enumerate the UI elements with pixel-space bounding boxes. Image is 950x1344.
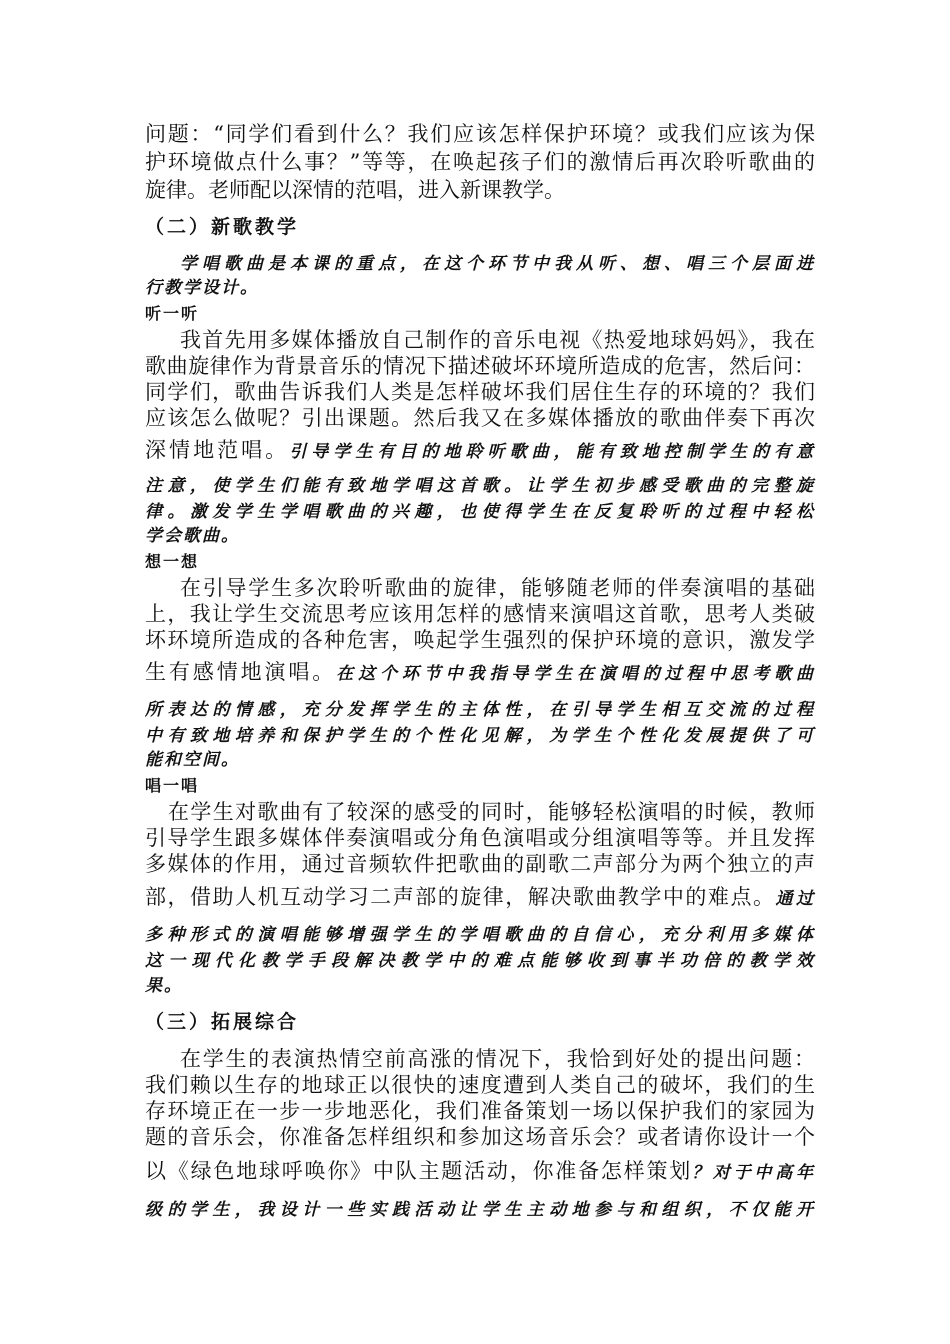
sing-mixed-normal: 部，借助人机互动学习二声部的旋律，解决歌曲教学中的难点。 (145, 885, 776, 909)
listen-emph-line-3: 学会歌曲。 (145, 526, 240, 546)
sing-emph-line-2: 这一现代化教学手段解决教学中的难点能够收到事半功倍的教学效 (145, 951, 815, 971)
section2-intro-line-2: 行教学设计。 (145, 278, 259, 298)
sing-line-3: 多媒体的作用，通过音频软件把歌曲的副歌二声部分为两个独立的声 (145, 852, 815, 876)
think-emph-line-1: 所表达的情感，充分发挥学生的主体性，在引导学生相互交流的过程 (145, 700, 815, 720)
listen-heading: 听一听 (145, 304, 200, 323)
listen-mixed-line (145, 436, 815, 466)
section3-line-1: 在学生的表演热情空前高涨的情况下，我恰到好处的提出问题： (180, 1047, 815, 1071)
listen-emph-line-2: 律。激发学生学唱歌曲的兴趣，也使得学生在反复聆听的过程中轻松 (145, 502, 815, 522)
sing-emph-line-3: 果。 (145, 976, 183, 996)
think-mixed-line (145, 658, 815, 688)
section3-mixed-line (145, 1157, 815, 1187)
sing-line-1: 在学生对歌曲有了较深的感受的同时，能够轻松演唱的时候，教师 (168, 800, 815, 824)
sing-emph-line-1: 多种形式的演唱能够增强学生的学唱歌曲的自信心，充分利用多媒体 (145, 925, 815, 945)
think-mixed-emph: 在这个环节中我指导学生在演唱的过程中思考歌曲 (336, 664, 815, 684)
section-heading-new-song: （二）新歌教学 (145, 216, 300, 238)
listen-emph-line-1: 注意，使学生们能有致地学唱这首歌。让学生初步感受歌曲的完整旋 (145, 476, 815, 496)
sing-mixed-line (145, 883, 815, 913)
sing-mixed-emph: 通过 (775, 889, 816, 909)
listen-mixed-normal: 深情地范唱。 (145, 438, 290, 462)
section3-line-3: 存环境正在一步一步地恶化，我们准备策划一场以保护我们的家园为 (145, 1099, 815, 1123)
section3-line-4: 题的音乐会，你准备怎样组织和参加这场音乐会？或者请你设计一个 (145, 1125, 815, 1149)
section3-mixed-emph: ？对于中高年 (692, 1163, 816, 1183)
sing-heading: 唱一唱 (145, 776, 200, 795)
think-emph-line-3: 能和空间。 (145, 750, 240, 770)
listen-line-3: 同学们，歌曲告诉我们人类是怎样破坏我们居住生存的环境的？我们 (145, 380, 815, 404)
section3-mixed-normal: 以《绿色地球呼唤你》中队主题活动，你准备怎样策划 (145, 1159, 693, 1183)
intro-line-2: 护环境做点什么事？”等等，在唤起孩子们的激情后再次聆听歌曲的 (145, 150, 815, 174)
section3-line-2: 我们赖以生存的地球正以很快的速度遭到人类自己的破坏，我们的生 (145, 1073, 815, 1097)
section2-intro-line-1: 学唱歌曲是本课的重点，在这个环节中我从听、想、唱三个层面进 (180, 254, 815, 274)
listen-line-4: 应该怎么做呢？引出课题。然后我又在多媒体播放的歌曲伴奏下再次 (145, 406, 815, 430)
listen-line-1: 我首先用多媒体播放自己制作的音乐电视《热爱地球妈妈》，我在 (180, 328, 815, 352)
section3-emph-line-1: 级的学生，我设计一些实践活动让学生主动地参与和组织，不仅能开 (145, 1200, 815, 1220)
intro-line-3: 旋律。老师配以深情的范唱，进入新课教学。 (145, 178, 565, 202)
think-line-2: 上，我让学生交流思考应该用怎样的感情来演唱这首歌，思考人类破 (145, 602, 815, 626)
sing-line-2: 引导学生跟多媒体伴奏演唱或分角色演唱或分组演唱等等。并且发挥 (145, 826, 815, 850)
think-mixed-normal: 生有感情地演唱。 (145, 660, 337, 684)
listen-line-2: 歌曲旋律作为背景音乐的情况下描述破坏环境所造成的危害，然后问： (145, 354, 815, 378)
listen-mixed-emph: 引导学生有目的地聆听歌曲，能有致地控制学生的有意 (289, 442, 816, 462)
intro-line-1: 问题：“同学们看到什么？我们应该怎样保护环境？或我们应该为保 (145, 122, 815, 146)
think-line-3: 坏环境所造成的各种危害，唤起学生强烈的保护环境的意识，激发学 (145, 628, 815, 652)
think-heading: 想一想 (145, 552, 200, 571)
think-line-1: 在引导学生多次聆听歌曲的旋律，能够随老师的伴奏演唱的基础 (180, 576, 815, 600)
think-emph-line-2: 中有致地培养和保护学生的个性化见解，为学生个性化发展提供了可 (145, 726, 815, 746)
section-heading-extension: （三）拓展综合 (145, 1011, 300, 1033)
